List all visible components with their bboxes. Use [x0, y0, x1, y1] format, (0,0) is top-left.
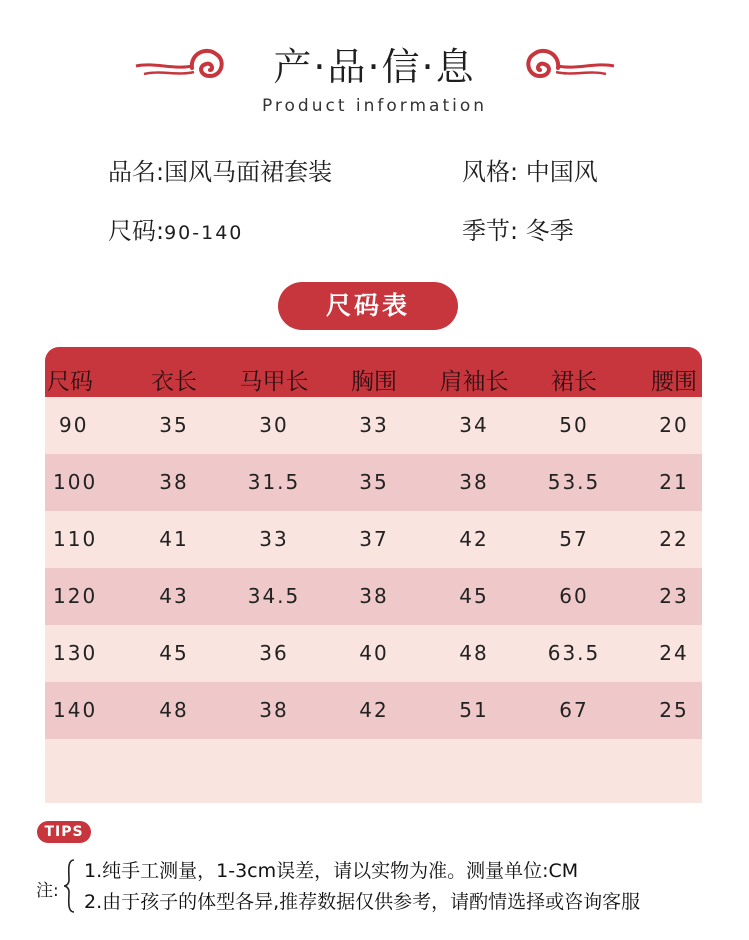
info-season: [462, 211, 574, 246]
info-size: [108, 211, 243, 246]
page-title: 产·品·信·息: [273, 45, 476, 89]
table-cell: 22: [659, 527, 689, 551]
table-cell: 48: [459, 641, 489, 665]
table-cell: 37: [359, 527, 389, 551]
table-cell: 63.5: [547, 641, 601, 665]
table-cell: 34: [459, 413, 489, 437]
table-cell: 51: [459, 698, 489, 722]
table-cell: 38: [459, 470, 489, 494]
table-cell: 34.5: [247, 584, 301, 608]
table-cell: 100: [53, 470, 98, 494]
table-cell: 60: [559, 584, 589, 608]
table-cell: 57: [559, 527, 589, 551]
table-cell: 40: [359, 641, 389, 665]
table-cell: 45: [159, 641, 189, 665]
table-cell: 38: [259, 698, 289, 722]
table-cell: 24: [659, 641, 689, 665]
table-cell: 25: [659, 698, 689, 722]
info-season-label: 季节:: [462, 217, 519, 245]
table-cell: 42: [459, 527, 489, 551]
table-cell: 53.5: [547, 470, 601, 494]
table-cell: 41: [159, 527, 189, 551]
table-cell: 38: [359, 584, 389, 608]
table-cell: 30: [259, 413, 289, 437]
table-cell: 33: [359, 413, 389, 437]
header-waist: 腰围: [651, 369, 697, 395]
info-size-value: 90-140: [164, 222, 244, 244]
table-row: [45, 511, 702, 568]
table-cell: 110: [53, 527, 98, 551]
header-length: 衣长: [151, 369, 197, 395]
table-cell: 31.5: [247, 470, 301, 494]
curly-brace-icon: [62, 858, 76, 914]
note-label: 注:: [36, 881, 59, 901]
page-subtitle: Product information: [261, 96, 488, 116]
header-chest: 胸围: [351, 369, 397, 395]
tips-badge: TIPS: [37, 821, 91, 843]
size-table-header: [45, 347, 702, 397]
table-cell: 33: [259, 527, 289, 551]
table-cell: 35: [159, 413, 189, 437]
header-skirt-length: 裙长: [551, 369, 597, 395]
table-cell: 21: [659, 470, 689, 494]
size-table: [45, 347, 702, 803]
header-vest-length: 马甲长: [239, 369, 309, 395]
table-cell: 90: [59, 413, 89, 437]
table-row: [45, 682, 702, 739]
table-cell: 42: [359, 698, 389, 722]
table-cell: 20: [659, 413, 689, 437]
table-cell: 43: [159, 584, 189, 608]
table-cell: 140: [53, 698, 98, 722]
table-cell: 120: [53, 584, 98, 608]
header-sleeve: 肩袖长: [439, 369, 509, 395]
table-cell: 48: [159, 698, 189, 722]
info-name: [108, 152, 332, 187]
table-cell: 130: [53, 641, 98, 665]
info-size-label: 尺码:: [108, 217, 165, 245]
note-line-2: 2.由于孩子的体型各异,推荐数据仅供参考，请酌情选择或咨询客服: [84, 891, 641, 913]
info-style-value: 中国风: [525, 158, 598, 186]
table-cell: 67: [559, 698, 589, 722]
info-style: [462, 152, 598, 187]
table-row: [45, 454, 702, 511]
info-season-value: 冬季: [525, 217, 574, 245]
header-size: 尺码: [47, 369, 93, 395]
table-cell: 45: [459, 584, 489, 608]
table-cell: 36: [259, 641, 289, 665]
size-chart-title: 尺码表: [278, 282, 458, 330]
table-row: [45, 397, 702, 454]
table-cell: 50: [559, 413, 589, 437]
table-cell: 23: [659, 584, 689, 608]
table-row: [45, 625, 702, 682]
table-row: [45, 568, 702, 625]
info-style-label: 风格:: [462, 158, 519, 186]
table-cell: 38: [159, 470, 189, 494]
info-name-label: 品名:: [108, 158, 165, 186]
note-line-1: 1.纯手工测量，1-3cm误差，请以实物为准。测量单位:CM: [84, 860, 579, 882]
info-name-value: 国风马面裙套装: [164, 158, 333, 186]
table-cell: 35: [359, 470, 389, 494]
